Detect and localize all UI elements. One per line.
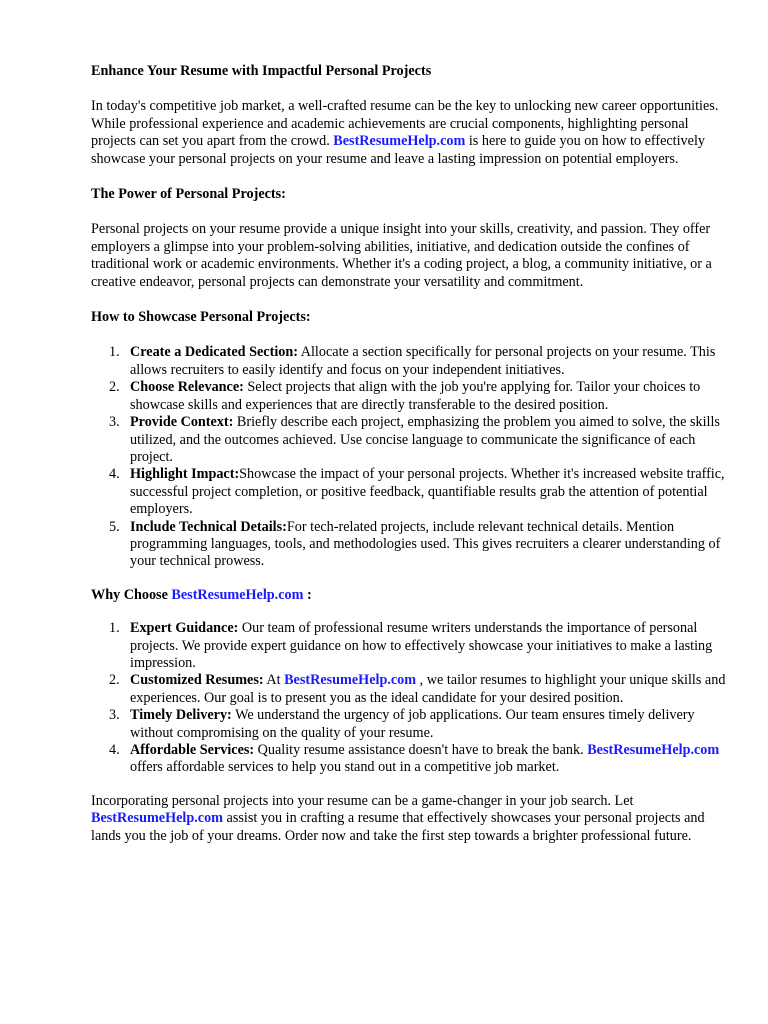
list-item (91, 414, 728, 466)
list-item-number: 3. (109, 707, 120, 724)
brand-link[interactable]: BestResumeHelp.com (333, 133, 466, 150)
list-item (91, 707, 728, 742)
list-item (91, 344, 728, 379)
list-item-number: 1. (109, 344, 120, 361)
list-item-text: Select projects that align with the job you're applying for. Tailor your choices to showcase skills and experiences that are directly transferable to the desired position. (130, 379, 701, 413)
list-item-number: 4. (109, 466, 120, 483)
list-item (91, 672, 728, 707)
list-item-text: We understand the urgency of job applications. Our team ensures timely delivery without compromising on the quality of your resume. (130, 707, 695, 741)
list-item-title: Highlight Impact: (130, 466, 240, 483)
list-item-title: Customized Resumes: (130, 672, 264, 689)
list-item-number: 2. (109, 672, 120, 689)
intro-text-before: In today's competitive job market, a well-crafted resume can be the key to unlocking new career opportunities. While professional experience and academic achievements are crucial components, highlighting personal projects can set you apart from the crowd. (91, 98, 719, 150)
showcase-heading: How to Showcase Personal Projects: (91, 309, 311, 326)
intro-text-after: is here to guide you on how to effectively showcase your personal projects on your resume and leave a lasting impression on potential employers. (91, 133, 705, 167)
list-item-title: Expert Guidance: (130, 620, 239, 637)
list-item (91, 379, 728, 414)
list-item-title: Choose Relevance: (130, 379, 244, 396)
list-item (91, 466, 728, 518)
closing-text-after: assist you in crafting a resume that effectively showcases your personal projects and lands you the job of your dreams. Order now and take the first step towards a brighter professional future. (91, 810, 705, 844)
showcase-list (91, 344, 728, 570)
list-item-text-before: Quality resume assistance doesn't have to break the bank. (254, 742, 588, 758)
why-heading-text-before: Why Choose (91, 586, 172, 603)
list-item-text: Briefly describe each project, emphasizing the problem you aimed to solve, the skills utilized, and the outcomes achieved. Use concise language to communicate the significance of each project. (130, 414, 720, 465)
list-item-text-after: offers affordable services to help you stand out in a competitive job market. (130, 759, 560, 776)
list-item-title: Create a Dedicated Section: (130, 344, 298, 361)
list-item-title: Include Technical Details: (130, 518, 287, 535)
document-title: Enhance Your Resume with Impactful Personal Projects (91, 63, 432, 79)
intro-paragraph (91, 98, 728, 168)
list-item-text: Allocate a section specifically for personal projects on your resume. This allows recruiters to easily identify and focus on your independent initiatives. (130, 344, 716, 378)
list-item-title: Provide Context: (130, 414, 234, 431)
brand-link[interactable]: BestResumeHelp.com (587, 742, 720, 758)
list-item-number: 3. (109, 414, 120, 431)
why-choose-list (91, 620, 728, 777)
list-item-text: Our team of professional resume writers understands the importance of personal projects. We provide expert guidance on how to effectively showcase your initiatives to make a lasting impression. (130, 620, 713, 671)
list-item-number: 5. (109, 518, 120, 535)
list-item-number: 4. (109, 742, 120, 758)
list-item-text: For tech-related projects, include relevant technical details. Mention programming languages, tools, and methodologies used. This gives recruiters a clearer understanding of your technical prowess. (130, 518, 721, 570)
list-item-number: 2. (109, 379, 120, 396)
list-item-title: Timely Delivery: (130, 707, 232, 724)
why-choose-heading (91, 587, 728, 604)
closing-paragraph (91, 793, 728, 845)
list-item (91, 620, 728, 672)
list-item-text-before: At (263, 672, 285, 689)
list-item-number: 1. (109, 620, 120, 637)
list-item-title: Affordable Services: (130, 742, 255, 758)
power-heading: The Power of Personal Projects: (91, 186, 286, 203)
list-item-text: Showcase the impact of your personal projects. Whether it's increased website traffic, successful project completion, or positive feedback, quantifiable results grab the attention of potential employers. (130, 466, 725, 518)
list-item (91, 519, 728, 571)
list-item (91, 742, 728, 777)
power-paragraph: Personal projects on your resume provide a unique insight into your skills, creativity, and passion. They offer employers a glimpse into your problem-solving abilities, initiative, and dedication outside the confines of traditional work or academic environments. Whether it's a coding project, a blog, a community initiative, or a creative endeavor, personal projects can demonstrate your versatility and commitment. (91, 221, 712, 290)
why-heading-text-after: : (303, 586, 312, 603)
brand-link[interactable]: BestResumeHelp.com (91, 810, 223, 827)
brand-link[interactable]: BestResumeHelp.com (284, 672, 417, 689)
list-item-text-after: , we tailor resumes to highlight your unique skills and experiences. Our goal is to present you as the ideal candidate for your desired position. (130, 672, 726, 706)
brand-link[interactable]: BestResumeHelp.com (171, 586, 304, 603)
closing-text-before: Incorporating personal projects into your resume can be a game-changer in your job search. Let (91, 792, 634, 809)
